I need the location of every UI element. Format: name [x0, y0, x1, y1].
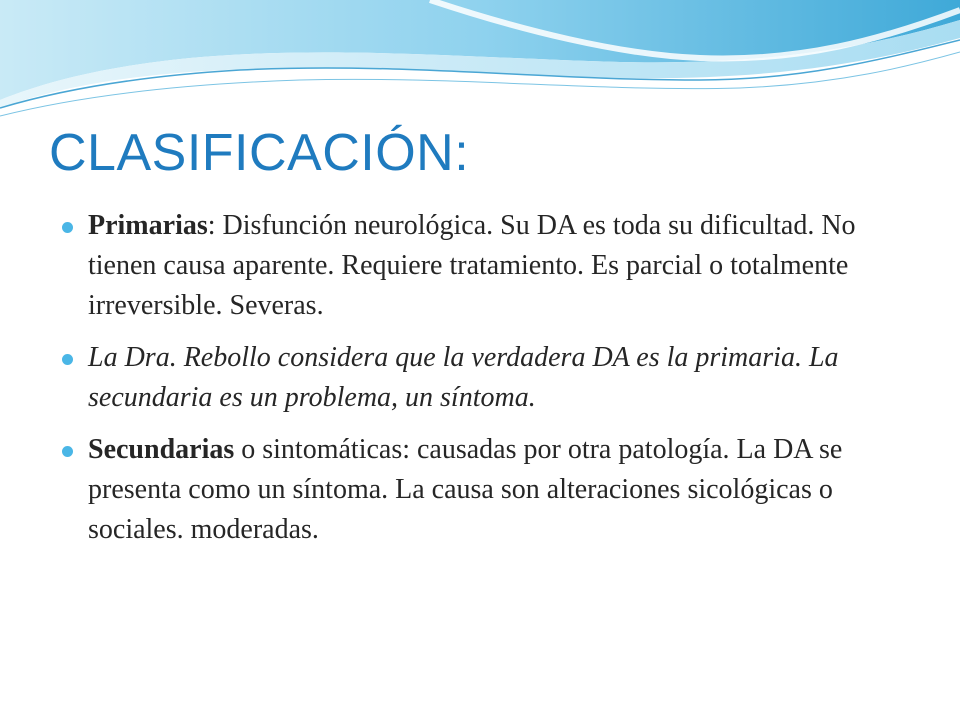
header-wave-decoration — [0, 0, 960, 125]
bullet-item-rebollo — [62, 338, 892, 418]
term-secundarias: Secundarias — [88, 434, 235, 465]
bullet-text: La Dra. Rebollo considera que la verdadera DA es la primaria. La secundaria es un problema, un síntoma. — [88, 342, 839, 413]
bullet-text: o sintomáticas: causadas por otra patología. La DA se presenta como un síntoma. La causa son alteraciones sicológicas o sociales. moderadas. — [88, 434, 843, 545]
bullet-text: : Disfunción neurológica. Su DA es toda su dificultad. No tienen causa aparente. Requiere tratamiento. Es parcial o totalmente irreversible. Severas. — [88, 210, 856, 321]
bullet-item-secundarias — [62, 430, 892, 550]
bullet-dot-icon — [62, 446, 73, 457]
term-primarias: Primarias — [88, 210, 208, 241]
bullet-dot-icon — [62, 222, 73, 233]
slide-title: CLASIFICACIÓN: — [49, 124, 470, 182]
bullet-item-primarias — [62, 206, 892, 326]
bullet-list — [62, 206, 892, 562]
bullet-dot-icon — [62, 354, 73, 365]
